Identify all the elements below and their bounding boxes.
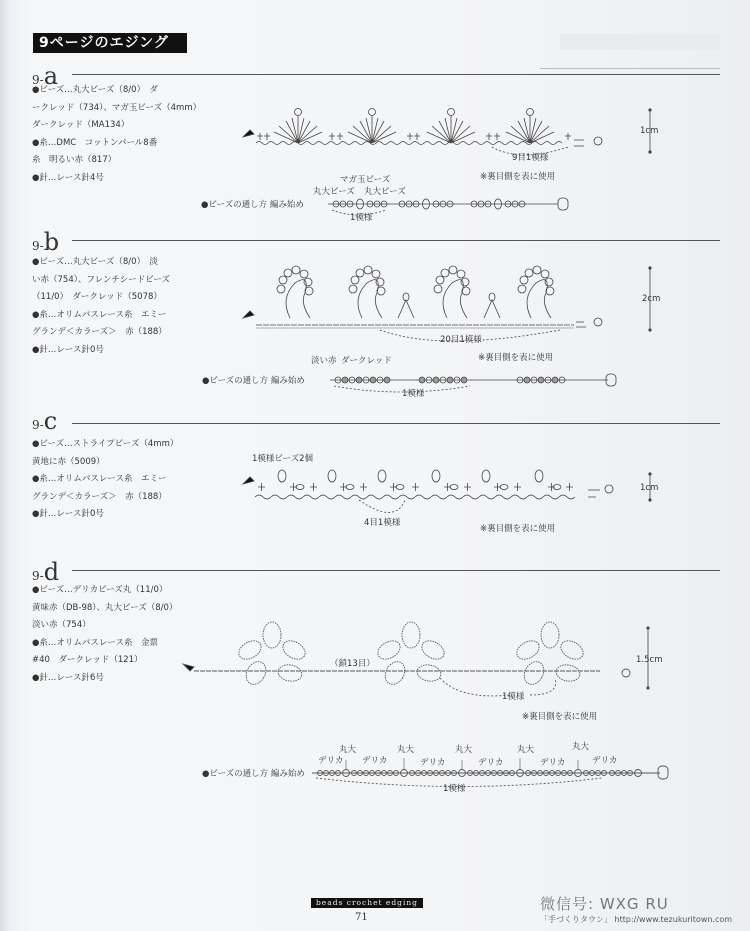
section-title-9c: 9-c bbox=[32, 407, 58, 435]
bead-label-delica-6: デリカ bbox=[592, 756, 618, 766]
height-label-9a: 1cm bbox=[640, 126, 659, 136]
repeat-label-9a: 9目1模様 bbox=[512, 153, 549, 163]
bead-label-light-red: 淡い赤 bbox=[311, 356, 337, 366]
bead-label-delica-2: デリカ bbox=[362, 756, 388, 766]
bead-label-delica-5: デリカ bbox=[540, 758, 566, 768]
height-label-9b: 2cm bbox=[642, 294, 661, 304]
beads-per-repeat-label: 1模様ビーズ2個 bbox=[252, 454, 314, 464]
bead-label-marudai-1: 丸大ビーズ bbox=[313, 187, 355, 197]
height-label-9c: 1cm bbox=[640, 483, 659, 493]
bead-label-delica-1: デリカ bbox=[318, 756, 344, 766]
height-label-9d: 1.5cm bbox=[636, 655, 663, 665]
bead-label-dark-red: ダークレッド bbox=[341, 356, 392, 366]
bead-repeat-label-9d: 1模様 bbox=[443, 784, 466, 794]
bead-threading-title-9a: ●ビーズの通し方 編み始め bbox=[201, 200, 304, 210]
bead-label-magatama: マガ玉ビーズ bbox=[340, 175, 391, 185]
repeat-label-9c: 4目1模様 bbox=[364, 518, 401, 528]
section-title-9b: 9-b bbox=[32, 228, 60, 256]
bead-label-marudai-1: 丸大 bbox=[339, 745, 357, 755]
page-number: 71 bbox=[355, 912, 368, 923]
bead-label-marudai-5: 丸大 bbox=[572, 742, 590, 752]
bead-repeat-label-9a: 1模様 bbox=[350, 213, 373, 223]
bead-label-marudai-3: 丸大 bbox=[455, 745, 473, 755]
bead-label-marudai-2: 丸大 bbox=[397, 745, 415, 755]
spec-list-9a: ●ビーズ…丸大ビーズ（8/0） ダ ークレッド（734）、マガ玉ビーズ（4mm） ダークレッド（MA134） ●糸…DMC コットンパール8番 糸 明るい赤（817） ●針…レース針4号 bbox=[32, 85, 202, 183]
bead-label-marudai-4: 丸大 bbox=[517, 745, 535, 755]
bead-threading-title-9b: ●ビーズの通し方 編み始め bbox=[202, 376, 305, 386]
chain-label-9d: （鎖13目） bbox=[330, 659, 375, 669]
bead-label-marudai-2: 丸大ビーズ bbox=[364, 187, 406, 197]
section-title-9d: 9-d bbox=[32, 558, 60, 586]
section-title-9a: 9-a bbox=[32, 62, 59, 90]
page-title: 9ページのエジング bbox=[33, 33, 187, 53]
watermark-sub: 「手づくりタウン」 http://www.tezukuritown.com bbox=[540, 915, 733, 924]
bead-repeat-label-9b: 1模様 bbox=[402, 389, 425, 399]
spec-list-9b: ●ビーズ…丸大ビーズ（8/0） 淡 い赤（754）、フレンチシードビーズ （11/0） ダークレッド（5078） ●糸…オリムパスレース糸 エミー グランデ＜カラーズ＞ 赤（188） ●針…レース針0号 bbox=[32, 257, 170, 355]
note-9c: ※裏目側を表に使用 bbox=[480, 524, 556, 534]
watermark-main: 微信号: WXG RU bbox=[540, 895, 669, 913]
bead-label-delica-4: デリカ bbox=[478, 758, 504, 768]
note-9a: ※裏目側を表に使用 bbox=[480, 172, 556, 182]
spec-list-9d: ●ビーズ…デリカビーズ丸（11/0） 黄味赤（DB-98）、丸大ビーズ（8/0） 淡い赤（754） ●糸…オリムパスレース糸 金票 #40 ダークレッド（121） ●針…レース針6号 bbox=[32, 585, 178, 683]
footer-label: beads crochet edging bbox=[311, 898, 423, 908]
note-9b: ※裏目側を表に使用 bbox=[478, 353, 554, 363]
bead-threading-title-9d: ●ビーズの通し方 編み始め bbox=[202, 769, 305, 779]
note-9d: ※裏目側を表に使用 bbox=[522, 712, 598, 722]
repeat-label-9d: 1模様 bbox=[502, 692, 525, 702]
repeat-label-9b: 20目1模様 bbox=[440, 335, 482, 345]
spec-list-9c: ●ビーズ…ストライプビーズ（4mm） 黄地に赤（5009） ●糸…オリムパスレース糸 エミー グランデ＜カラーズ＞ 赤（188） ●針…レース針0号 bbox=[32, 439, 179, 519]
watermark bbox=[540, 893, 732, 925]
bead-label-delica-3: デリカ bbox=[420, 758, 446, 768]
